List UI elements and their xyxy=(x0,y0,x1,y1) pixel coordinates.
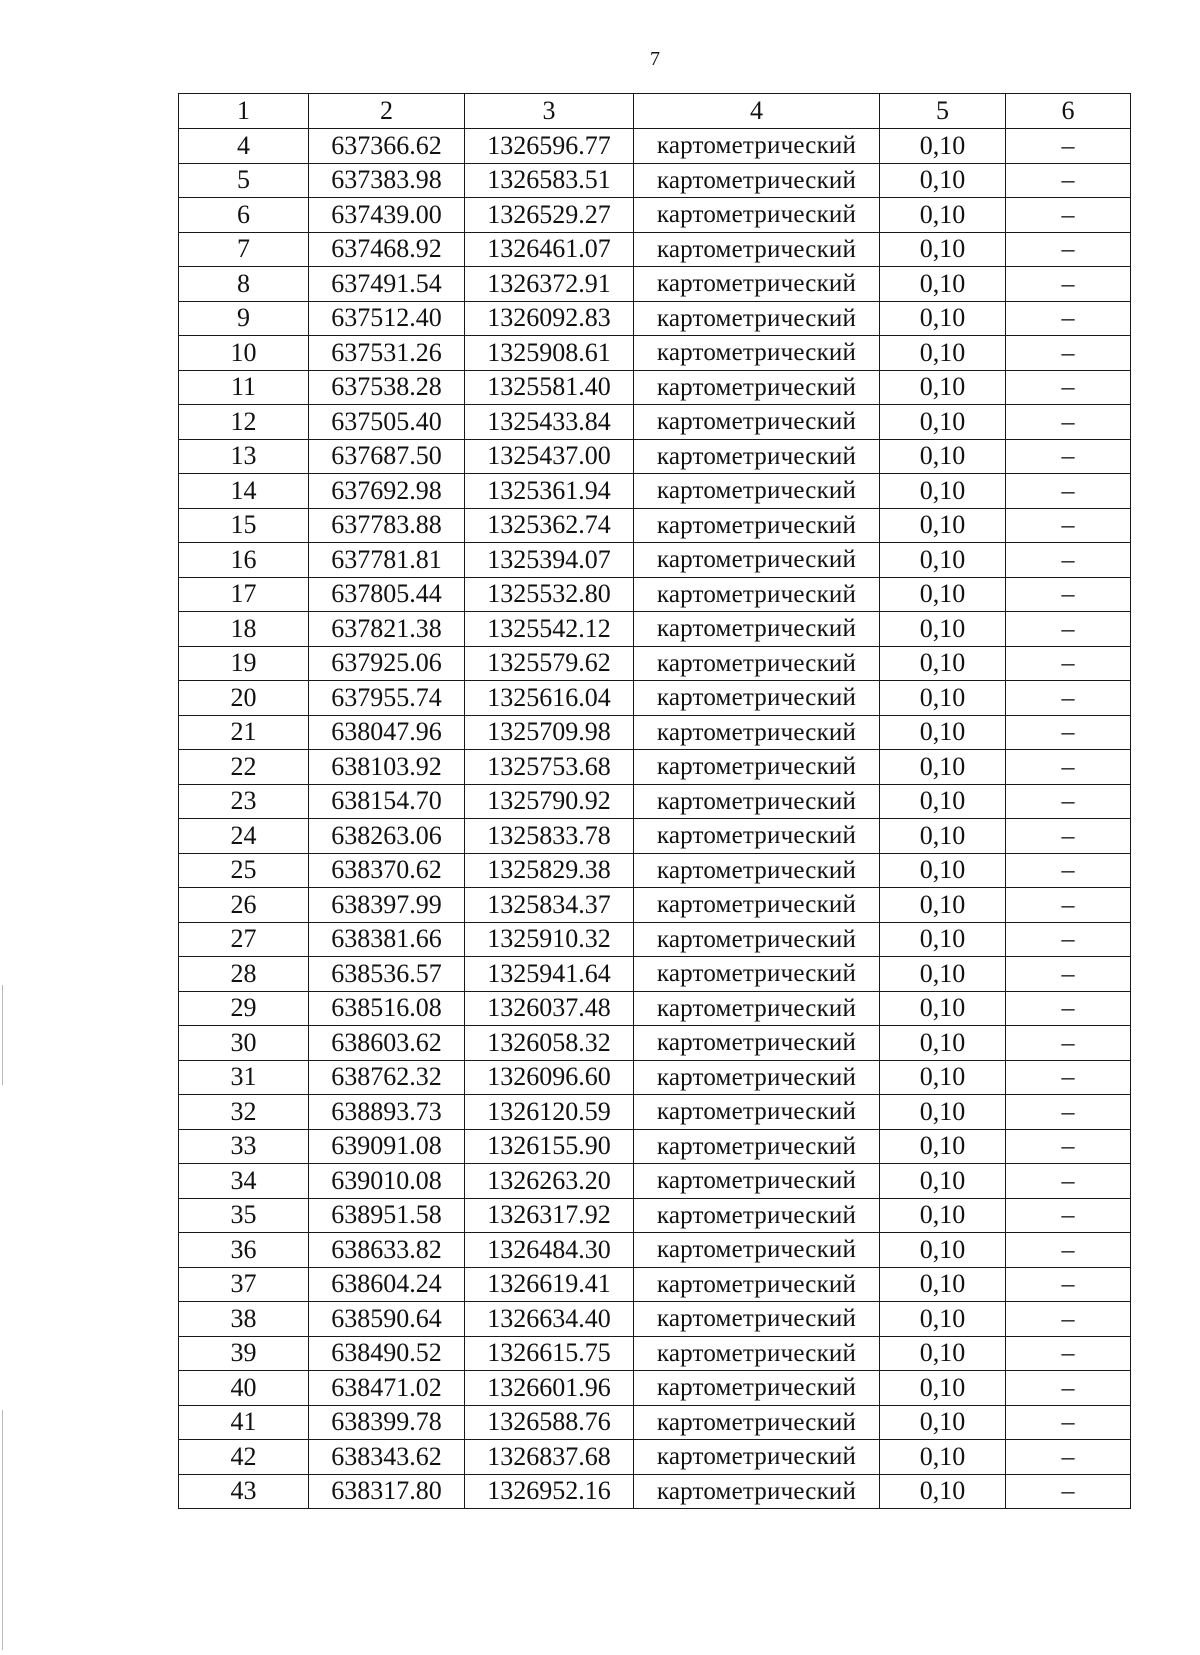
x-coordinate-cell: 638604.24 xyxy=(309,1267,465,1302)
accuracy-cell: 0,10 xyxy=(880,1164,1006,1199)
x-coordinate-cell: 637821.38 xyxy=(309,612,465,647)
y-coordinate-cell: 1326096.60 xyxy=(465,1060,634,1095)
remark-cell: – xyxy=(1006,1440,1131,1475)
remark-cell: – xyxy=(1006,681,1131,716)
table-row xyxy=(179,1198,1131,1233)
remark-cell: – xyxy=(1006,267,1131,302)
table-row xyxy=(179,198,1131,233)
y-coordinate-cell: 1325941.64 xyxy=(465,957,634,992)
header-cell: 5 xyxy=(880,94,1006,129)
method-cell: картометрический xyxy=(634,888,880,923)
method-cell: картометрический xyxy=(634,336,880,371)
table-row xyxy=(179,1371,1131,1406)
method-cell: картометрический xyxy=(634,922,880,957)
point-number-cell: 25 xyxy=(179,853,309,888)
accuracy-cell: 0,10 xyxy=(880,301,1006,336)
table-row xyxy=(179,405,1131,440)
x-coordinate-cell: 638603.62 xyxy=(309,1026,465,1061)
x-coordinate-cell: 637531.26 xyxy=(309,336,465,371)
x-coordinate-cell: 638536.57 xyxy=(309,957,465,992)
point-number-cell: 17 xyxy=(179,577,309,612)
remark-cell: – xyxy=(1006,163,1131,198)
remark-cell: – xyxy=(1006,1164,1131,1199)
point-number-cell: 31 xyxy=(179,1060,309,1095)
table-row xyxy=(179,991,1131,1026)
y-coordinate-cell: 1326601.96 xyxy=(465,1371,634,1406)
x-coordinate-cell: 637925.06 xyxy=(309,646,465,681)
x-coordinate-cell: 637805.44 xyxy=(309,577,465,612)
method-cell: картометрический xyxy=(634,1233,880,1268)
y-coordinate-cell: 1326615.75 xyxy=(465,1336,634,1371)
y-coordinate-cell: 1326634.40 xyxy=(465,1302,634,1337)
table-row xyxy=(179,508,1131,543)
table-row xyxy=(179,543,1131,578)
point-number-cell: 35 xyxy=(179,1198,309,1233)
method-cell: картометрический xyxy=(634,957,880,992)
accuracy-cell: 0,10 xyxy=(880,819,1006,854)
y-coordinate-cell: 1326461.07 xyxy=(465,232,634,267)
point-number-cell: 32 xyxy=(179,1095,309,1130)
table-row xyxy=(179,267,1131,302)
method-cell: картометрический xyxy=(634,370,880,405)
method-cell: картометрический xyxy=(634,1474,880,1509)
table-row xyxy=(179,819,1131,854)
table-row xyxy=(179,1095,1131,1130)
table-row xyxy=(179,1405,1131,1440)
accuracy-cell: 0,10 xyxy=(880,267,1006,302)
accuracy-cell: 0,10 xyxy=(880,1129,1006,1164)
point-number-cell: 12 xyxy=(179,405,309,440)
point-number-cell: 40 xyxy=(179,1371,309,1406)
method-cell: картометрический xyxy=(634,1095,880,1130)
x-coordinate-cell: 637491.54 xyxy=(309,267,465,302)
point-number-cell: 27 xyxy=(179,922,309,957)
method-cell: картометрический xyxy=(634,198,880,233)
remark-cell: – xyxy=(1006,405,1131,440)
y-coordinate-cell: 1326058.32 xyxy=(465,1026,634,1061)
accuracy-cell: 0,10 xyxy=(880,543,1006,578)
x-coordinate-cell: 637955.74 xyxy=(309,681,465,716)
header-cell: 6 xyxy=(1006,94,1131,129)
remark-cell: – xyxy=(1006,853,1131,888)
table-row xyxy=(179,922,1131,957)
table-row xyxy=(179,1164,1131,1199)
x-coordinate-cell: 637439.00 xyxy=(309,198,465,233)
point-number-cell: 8 xyxy=(179,267,309,302)
method-cell: картометрический xyxy=(634,301,880,336)
y-coordinate-cell: 1325362.74 xyxy=(465,508,634,543)
x-coordinate-cell: 638343.62 xyxy=(309,1440,465,1475)
remark-cell: – xyxy=(1006,819,1131,854)
accuracy-cell: 0,10 xyxy=(880,508,1006,543)
accuracy-cell: 0,10 xyxy=(880,991,1006,1026)
table-row xyxy=(179,1336,1131,1371)
remark-cell: – xyxy=(1006,957,1131,992)
y-coordinate-cell: 1325910.32 xyxy=(465,922,634,957)
accuracy-cell: 0,10 xyxy=(880,1336,1006,1371)
x-coordinate-cell: 638370.62 xyxy=(309,853,465,888)
accuracy-cell: 0,10 xyxy=(880,1060,1006,1095)
accuracy-cell: 0,10 xyxy=(880,1474,1006,1509)
remark-cell: – xyxy=(1006,474,1131,509)
x-coordinate-cell: 638951.58 xyxy=(309,1198,465,1233)
remark-cell: – xyxy=(1006,1095,1131,1130)
x-coordinate-cell: 638471.02 xyxy=(309,1371,465,1406)
method-cell: картометрический xyxy=(634,715,880,750)
remark-cell: – xyxy=(1006,612,1131,647)
method-cell: картометрический xyxy=(634,1440,880,1475)
method-cell: картометрический xyxy=(634,784,880,819)
table-row xyxy=(179,336,1131,371)
accuracy-cell: 0,10 xyxy=(880,1405,1006,1440)
accuracy-cell: 0,10 xyxy=(880,784,1006,819)
y-coordinate-cell: 1326317.92 xyxy=(465,1198,634,1233)
x-coordinate-cell: 637692.98 xyxy=(309,474,465,509)
accuracy-cell: 0,10 xyxy=(880,439,1006,474)
remark-cell: – xyxy=(1006,1129,1131,1164)
y-coordinate-cell: 1325790.92 xyxy=(465,784,634,819)
table-row xyxy=(179,163,1131,198)
point-number-cell: 6 xyxy=(179,198,309,233)
accuracy-cell: 0,10 xyxy=(880,129,1006,164)
header-cell: 3 xyxy=(465,94,634,129)
table-row xyxy=(179,681,1131,716)
x-coordinate-cell: 638516.08 xyxy=(309,991,465,1026)
table-row xyxy=(179,232,1131,267)
table-row xyxy=(179,370,1131,405)
point-number-cell: 30 xyxy=(179,1026,309,1061)
point-number-cell: 34 xyxy=(179,1164,309,1199)
point-number-cell: 33 xyxy=(179,1129,309,1164)
y-coordinate-cell: 1326484.30 xyxy=(465,1233,634,1268)
x-coordinate-cell: 637512.40 xyxy=(309,301,465,336)
table-row xyxy=(179,301,1131,336)
accuracy-cell: 0,10 xyxy=(880,750,1006,785)
remark-cell: – xyxy=(1006,646,1131,681)
remark-cell: – xyxy=(1006,577,1131,612)
y-coordinate-cell: 1326263.20 xyxy=(465,1164,634,1199)
remark-cell: – xyxy=(1006,508,1131,543)
table-row xyxy=(179,750,1131,785)
y-coordinate-cell: 1325579.62 xyxy=(465,646,634,681)
remark-cell: – xyxy=(1006,1198,1131,1233)
table-row xyxy=(179,957,1131,992)
x-coordinate-cell: 637366.62 xyxy=(309,129,465,164)
remark-cell: – xyxy=(1006,1267,1131,1302)
scan-margin-line xyxy=(2,985,3,1085)
accuracy-cell: 0,10 xyxy=(880,336,1006,371)
y-coordinate-cell: 1326092.83 xyxy=(465,301,634,336)
accuracy-cell: 0,10 xyxy=(880,198,1006,233)
x-coordinate-cell: 638762.32 xyxy=(309,1060,465,1095)
table-row xyxy=(179,784,1131,819)
x-coordinate-cell: 639010.08 xyxy=(309,1164,465,1199)
method-cell: картометрический xyxy=(634,1336,880,1371)
y-coordinate-cell: 1325361.94 xyxy=(465,474,634,509)
table-row xyxy=(179,1233,1131,1268)
method-cell: картометрический xyxy=(634,129,880,164)
remark-cell: – xyxy=(1006,1371,1131,1406)
point-number-cell: 43 xyxy=(179,1474,309,1509)
x-coordinate-cell: 638154.70 xyxy=(309,784,465,819)
x-coordinate-cell: 638103.92 xyxy=(309,750,465,785)
accuracy-cell: 0,10 xyxy=(880,1233,1006,1268)
point-number-cell: 38 xyxy=(179,1302,309,1337)
y-coordinate-cell: 1326583.51 xyxy=(465,163,634,198)
remark-cell: – xyxy=(1006,715,1131,750)
accuracy-cell: 0,10 xyxy=(880,474,1006,509)
accuracy-cell: 0,10 xyxy=(880,1095,1006,1130)
y-coordinate-cell: 1325616.04 xyxy=(465,681,634,716)
y-coordinate-cell: 1326120.59 xyxy=(465,1095,634,1130)
remark-cell: – xyxy=(1006,336,1131,371)
method-cell: картометрический xyxy=(634,543,880,578)
y-coordinate-cell: 1325394.07 xyxy=(465,543,634,578)
point-number-cell: 16 xyxy=(179,543,309,578)
accuracy-cell: 0,10 xyxy=(880,715,1006,750)
method-cell: картометрический xyxy=(634,405,880,440)
point-number-cell: 41 xyxy=(179,1405,309,1440)
x-coordinate-cell: 637783.88 xyxy=(309,508,465,543)
method-cell: картометрический xyxy=(634,232,880,267)
table-row xyxy=(179,646,1131,681)
point-number-cell: 19 xyxy=(179,646,309,681)
point-number-cell: 18 xyxy=(179,612,309,647)
y-coordinate-cell: 1325829.38 xyxy=(465,853,634,888)
remark-cell: – xyxy=(1006,1302,1131,1337)
accuracy-cell: 0,10 xyxy=(880,1440,1006,1475)
table-header-row xyxy=(179,94,1131,129)
remark-cell: – xyxy=(1006,784,1131,819)
x-coordinate-cell: 638399.78 xyxy=(309,1405,465,1440)
table-row xyxy=(179,1474,1131,1509)
method-cell: картометрический xyxy=(634,163,880,198)
method-cell: картометрический xyxy=(634,577,880,612)
x-coordinate-cell: 638893.73 xyxy=(309,1095,465,1130)
header-cell: 4 xyxy=(634,94,880,129)
accuracy-cell: 0,10 xyxy=(880,646,1006,681)
remark-cell: – xyxy=(1006,1336,1131,1371)
accuracy-cell: 0,10 xyxy=(880,405,1006,440)
method-cell: картометрический xyxy=(634,1129,880,1164)
accuracy-cell: 0,10 xyxy=(880,1302,1006,1337)
y-coordinate-cell: 1325532.80 xyxy=(465,577,634,612)
table-row xyxy=(179,888,1131,923)
table-row xyxy=(179,1060,1131,1095)
accuracy-cell: 0,10 xyxy=(880,232,1006,267)
point-number-cell: 14 xyxy=(179,474,309,509)
point-number-cell: 36 xyxy=(179,1233,309,1268)
x-coordinate-cell: 638590.64 xyxy=(309,1302,465,1337)
y-coordinate-cell: 1325709.98 xyxy=(465,715,634,750)
x-coordinate-cell: 637383.98 xyxy=(309,163,465,198)
method-cell: картометрический xyxy=(634,853,880,888)
point-number-cell: 7 xyxy=(179,232,309,267)
y-coordinate-cell: 1326588.76 xyxy=(465,1405,634,1440)
x-coordinate-cell: 638397.99 xyxy=(309,888,465,923)
x-coordinate-cell: 639091.08 xyxy=(309,1129,465,1164)
remark-cell: – xyxy=(1006,543,1131,578)
y-coordinate-cell: 1326155.90 xyxy=(465,1129,634,1164)
y-coordinate-cell: 1325433.84 xyxy=(465,405,634,440)
point-number-cell: 23 xyxy=(179,784,309,819)
accuracy-cell: 0,10 xyxy=(880,922,1006,957)
table-row xyxy=(179,853,1131,888)
remark-cell: – xyxy=(1006,1060,1131,1095)
table-row xyxy=(179,439,1131,474)
y-coordinate-cell: 1325542.12 xyxy=(465,612,634,647)
y-coordinate-cell: 1326952.16 xyxy=(465,1474,634,1509)
remark-cell: – xyxy=(1006,129,1131,164)
x-coordinate-cell: 638490.52 xyxy=(309,1336,465,1371)
x-coordinate-cell: 637538.28 xyxy=(309,370,465,405)
method-cell: картометрический xyxy=(634,681,880,716)
point-number-cell: 20 xyxy=(179,681,309,716)
header-cell: 2 xyxy=(309,94,465,129)
remark-cell: – xyxy=(1006,750,1131,785)
accuracy-cell: 0,10 xyxy=(880,888,1006,923)
page-number: 7 xyxy=(650,48,660,70)
method-cell: картометрический xyxy=(634,439,880,474)
accuracy-cell: 0,10 xyxy=(880,957,1006,992)
point-number-cell: 29 xyxy=(179,991,309,1026)
x-coordinate-cell: 637781.81 xyxy=(309,543,465,578)
x-coordinate-cell: 637468.92 xyxy=(309,232,465,267)
remark-cell: – xyxy=(1006,198,1131,233)
table-row xyxy=(179,129,1131,164)
method-cell: картометрический xyxy=(634,819,880,854)
y-coordinate-cell: 1325437.00 xyxy=(465,439,634,474)
method-cell: картометрический xyxy=(634,1198,880,1233)
scan-margin-line xyxy=(2,1410,3,1650)
table-row xyxy=(179,474,1131,509)
method-cell: картометрический xyxy=(634,1164,880,1199)
point-number-cell: 24 xyxy=(179,819,309,854)
point-number-cell: 22 xyxy=(179,750,309,785)
table-row xyxy=(179,1440,1131,1475)
point-number-cell: 13 xyxy=(179,439,309,474)
point-number-cell: 21 xyxy=(179,715,309,750)
remark-cell: – xyxy=(1006,991,1131,1026)
method-cell: картометрический xyxy=(634,474,880,509)
x-coordinate-cell: 638381.66 xyxy=(309,922,465,957)
y-coordinate-cell: 1326372.91 xyxy=(465,267,634,302)
remark-cell: – xyxy=(1006,1233,1131,1268)
y-coordinate-cell: 1326037.48 xyxy=(465,991,634,1026)
accuracy-cell: 0,10 xyxy=(880,681,1006,716)
x-coordinate-cell: 637687.50 xyxy=(309,439,465,474)
y-coordinate-cell: 1325908.61 xyxy=(465,336,634,371)
remark-cell: – xyxy=(1006,1026,1131,1061)
point-number-cell: 28 xyxy=(179,957,309,992)
y-coordinate-cell: 1326529.27 xyxy=(465,198,634,233)
table-row xyxy=(179,1026,1131,1061)
method-cell: картометрический xyxy=(634,1060,880,1095)
point-number-cell: 15 xyxy=(179,508,309,543)
method-cell: картометрический xyxy=(634,1026,880,1061)
y-coordinate-cell: 1325834.37 xyxy=(465,888,634,923)
method-cell: картометрический xyxy=(634,1405,880,1440)
method-cell: картометрический xyxy=(634,991,880,1026)
x-coordinate-cell: 637505.40 xyxy=(309,405,465,440)
table-row xyxy=(179,1129,1131,1164)
table-row xyxy=(179,715,1131,750)
point-number-cell: 9 xyxy=(179,301,309,336)
table-body xyxy=(179,129,1131,1509)
coordinates-table xyxy=(178,93,1131,1509)
point-number-cell: 42 xyxy=(179,1440,309,1475)
accuracy-cell: 0,10 xyxy=(880,577,1006,612)
accuracy-cell: 0,10 xyxy=(880,1198,1006,1233)
method-cell: картометрический xyxy=(634,1371,880,1406)
remark-cell: – xyxy=(1006,301,1131,336)
x-coordinate-cell: 638633.82 xyxy=(309,1233,465,1268)
table-row xyxy=(179,577,1131,612)
point-number-cell: 5 xyxy=(179,163,309,198)
point-number-cell: 11 xyxy=(179,370,309,405)
method-cell: картометрический xyxy=(634,267,880,302)
method-cell: картометрический xyxy=(634,750,880,785)
method-cell: картометрический xyxy=(634,508,880,543)
accuracy-cell: 0,10 xyxy=(880,1267,1006,1302)
y-coordinate-cell: 1325833.78 xyxy=(465,819,634,854)
accuracy-cell: 0,10 xyxy=(880,1371,1006,1406)
method-cell: картометрический xyxy=(634,1302,880,1337)
accuracy-cell: 0,10 xyxy=(880,612,1006,647)
method-cell: картометрический xyxy=(634,1267,880,1302)
point-number-cell: 26 xyxy=(179,888,309,923)
table-row xyxy=(179,1267,1131,1302)
y-coordinate-cell: 1326619.41 xyxy=(465,1267,634,1302)
method-cell: картометрический xyxy=(634,646,880,681)
accuracy-cell: 0,10 xyxy=(880,1026,1006,1061)
remark-cell: – xyxy=(1006,232,1131,267)
y-coordinate-cell: 1325753.68 xyxy=(465,750,634,785)
table-row xyxy=(179,612,1131,647)
x-coordinate-cell: 638263.06 xyxy=(309,819,465,854)
y-coordinate-cell: 1326596.77 xyxy=(465,129,634,164)
x-coordinate-cell: 638317.80 xyxy=(309,1474,465,1509)
accuracy-cell: 0,10 xyxy=(880,163,1006,198)
y-coordinate-cell: 1325581.40 xyxy=(465,370,634,405)
x-coordinate-cell: 638047.96 xyxy=(309,715,465,750)
point-number-cell: 37 xyxy=(179,1267,309,1302)
point-number-cell: 10 xyxy=(179,336,309,371)
header-cell: 1 xyxy=(179,94,309,129)
table-row xyxy=(179,1302,1131,1337)
point-number-cell: 39 xyxy=(179,1336,309,1371)
point-number-cell: 4 xyxy=(179,129,309,164)
remark-cell: – xyxy=(1006,1405,1131,1440)
remark-cell: – xyxy=(1006,439,1131,474)
accuracy-cell: 0,10 xyxy=(880,853,1006,888)
y-coordinate-cell: 1326837.68 xyxy=(465,1440,634,1475)
remark-cell: – xyxy=(1006,888,1131,923)
method-cell: картометрический xyxy=(634,612,880,647)
remark-cell: – xyxy=(1006,922,1131,957)
accuracy-cell: 0,10 xyxy=(880,370,1006,405)
remark-cell: – xyxy=(1006,1474,1131,1509)
remark-cell: – xyxy=(1006,370,1131,405)
